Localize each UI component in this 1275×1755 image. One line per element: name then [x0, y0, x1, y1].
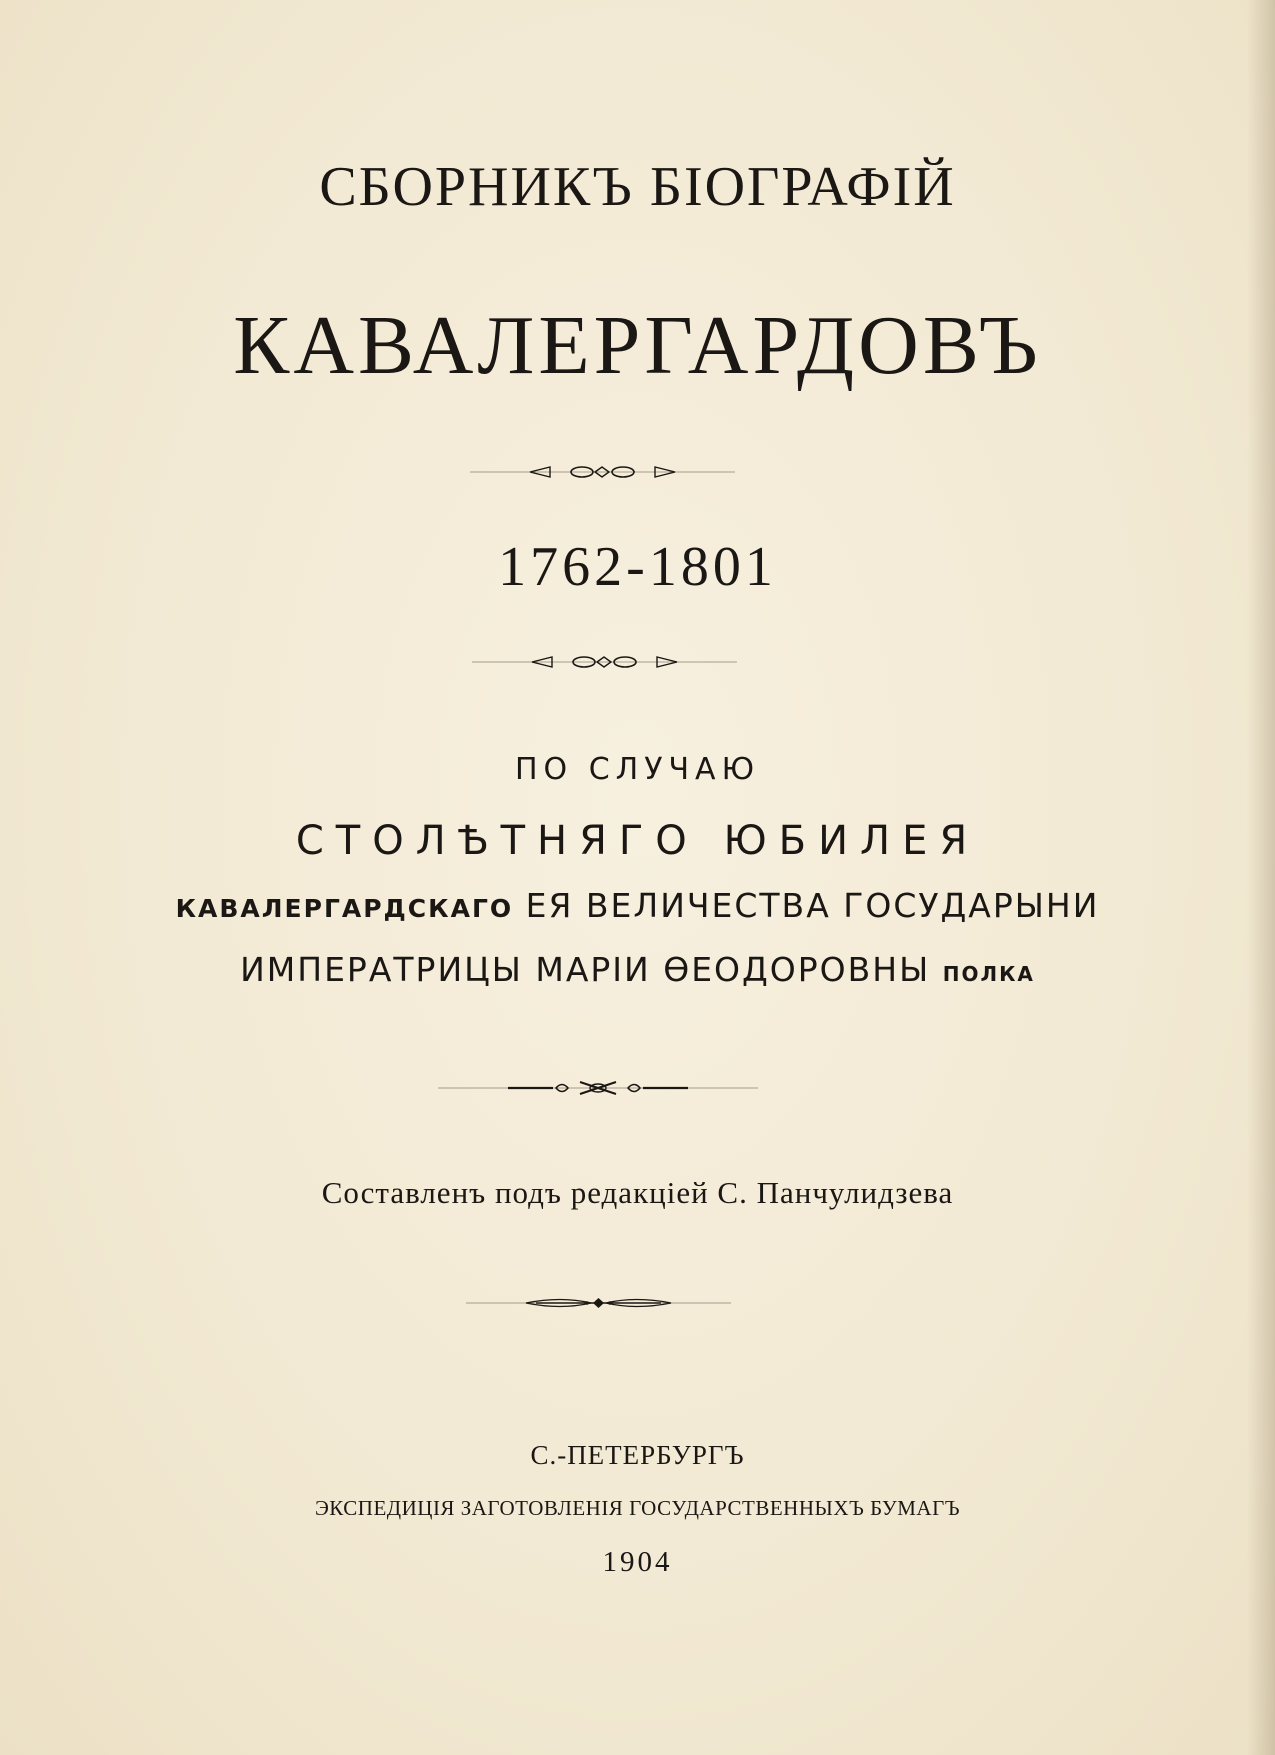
- years: 1762-1801: [498, 536, 777, 598]
- regiment-patron: ЕЯ ВЕЛИЧЕСТВА ГОСУДАРЫНИ: [525, 886, 1100, 925]
- compiled-by: Составленъ подъ редакціей С. Панчулидзева: [321, 1175, 954, 1210]
- publication-year: 1904: [602, 1546, 673, 1578]
- publication-city: С.-ПЕТЕРБУРГЪ: [530, 1440, 745, 1470]
- ornament-divider-1: [470, 462, 735, 482]
- ornament-divider-3: [438, 1078, 758, 1098]
- ornament-divider-2: [472, 652, 737, 672]
- empress-name: ИМПЕРАТРИЦЫ МАРІИ ѲЕОДОРОВНЫ: [240, 950, 931, 989]
- regiment-line: [0, 886, 1275, 925]
- title-line-1: СБОРНИКЪ БІОГРАФІЙ: [319, 156, 956, 218]
- regiment-name: КАВАЛЕРГАРДСКАГО: [175, 894, 514, 923]
- jubilee-line: СТОЛѢТНЯГО ЮБИЛЕЯ: [295, 818, 980, 864]
- regiment-suffix: ПОЛКА: [942, 962, 1035, 986]
- occasion-line: ПО СЛУЧАЮ: [515, 752, 760, 787]
- ornament-divider-4: [466, 1293, 731, 1313]
- publisher-name: ЭКСПЕДИЦІЯ ЗАГОТОВЛЕНІЯ ГОСУДАРСТВЕННЫХЪ БУМАГЪ: [314, 1496, 961, 1520]
- page-edge-shadow: [1247, 0, 1275, 1755]
- title-line-2: КАВАЛЕРГАРДОВЪ: [233, 299, 1042, 392]
- empress-line: [0, 950, 1275, 989]
